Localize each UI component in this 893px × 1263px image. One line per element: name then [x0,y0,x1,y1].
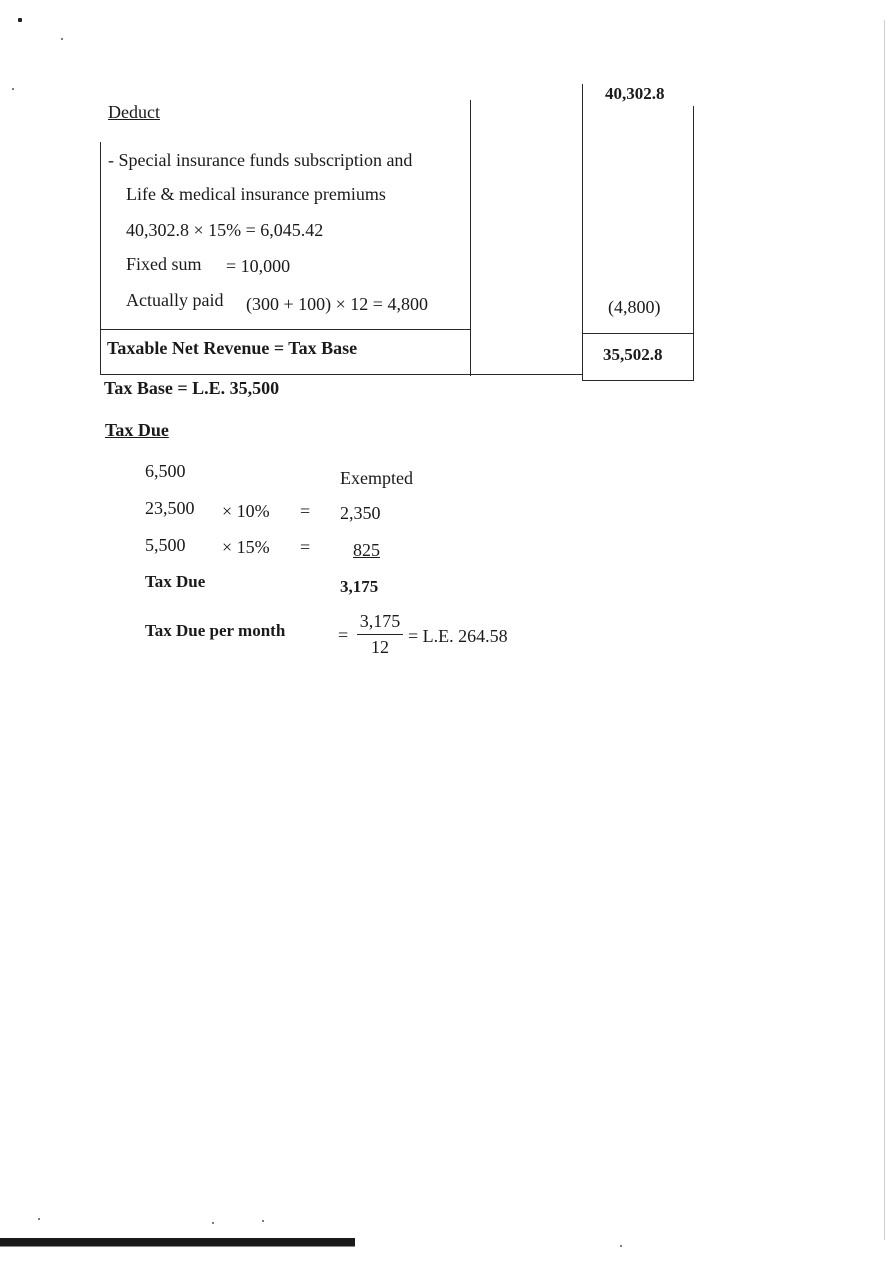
scan-speck [262,1220,264,1222]
table-left-border [100,142,101,375]
tax-due-per-month-label: Tax Due per month [145,621,286,640]
taxable-net-revenue-label: Taxable Net Revenue = Tax Base [107,338,358,358]
bracket-result: Exempted [340,468,413,488]
scan-right-edge [884,20,885,1240]
deduction-line-3: 40,302.8 × 15% = 6,045.42 [126,220,324,240]
monthly-denominator: 12 [371,637,389,657]
bracket-amount: 6,500 [145,461,186,481]
fixed-sum-label: Fixed sum [126,254,202,274]
bracket-result: 2,350 [340,503,381,523]
table-col-divider-1 [470,100,471,376]
table-right-border [693,106,694,381]
bracket-amount: 5,500 [145,535,186,555]
scan-speck [38,1218,40,1220]
scan-speck [18,18,22,22]
table-bottom-border [100,374,583,375]
table-row-divider [100,329,471,330]
taxable-net-revenue-amount: 35,502.8 [603,345,663,364]
tax-due-total: 3,175 [340,577,379,596]
scan-speck [620,1245,622,1247]
actually-paid-value: (300 + 100) × 12 = 4,800 [246,294,428,314]
fixed-sum-value: = 10,000 [226,256,291,276]
gross-total: 40,302.8 [605,84,665,103]
monthly-result: = L.E. 264.58 [408,626,508,646]
bracket-equals: = [300,501,311,521]
tax-due-label: Tax Due [145,572,206,591]
scan-bottom-bar-tail [0,1246,355,1247]
table-col-divider-2 [582,84,583,380]
scan-speck [212,1222,214,1224]
table-amount-bottom [582,380,694,381]
deduction-line-2: Life & medical insurance premiums [126,184,386,204]
tax-base: Tax Base = L.E. 35,500 [104,378,280,398]
bracket-amount: 23,500 [145,498,195,518]
table-amount-divider [582,333,694,334]
deduct-label: Deduct [108,102,160,122]
monthly-numerator: 3,175 [359,611,401,631]
monthly-equals: = [338,625,349,645]
bracket-equals: = [300,537,311,557]
bracket-result: 825 [353,540,380,560]
bracket-rate: × 10% [222,501,270,521]
scan-speck [12,88,14,90]
scan-speck [61,38,63,40]
deduction-line-1: - Special insurance funds subscription and [108,150,413,170]
scan-bottom-bar [0,1238,355,1246]
bracket-rate: × 15% [222,537,270,557]
tax-due-heading: Tax Due [105,420,169,440]
deduction-amount: (4,800) [608,297,661,317]
actually-paid-label: Actually paid [126,290,224,310]
monthly-fraction-bar [357,634,403,635]
